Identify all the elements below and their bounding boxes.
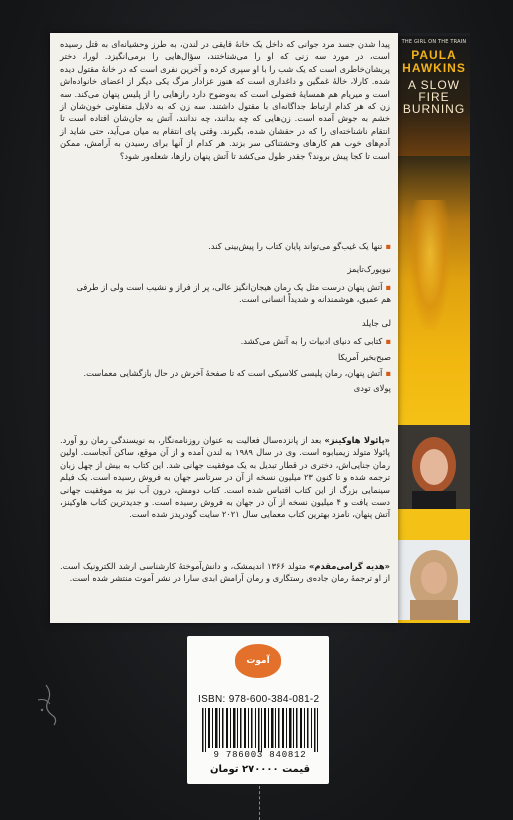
cover-tagline: THE GIRL ON THE TRAIN xyxy=(401,39,467,45)
cover-title-line3: BURNING xyxy=(402,102,466,116)
review-quote-3: ▪کتابی که دنیای ادبیات را به آتش می‌کشد. xyxy=(240,336,391,346)
cover-author-line1: PAULA xyxy=(411,48,457,62)
translator-name: «هدیه گرامی‌مقدم» xyxy=(309,561,390,571)
synopsis-paragraph: پیدا شدن جسد مرد جوانی که داخل یک خانهٔ قایقی در لندن، به طرز وحشیانه‌ای به قتل رسیده است، در مورد سه زنی که او را می‌شناختند، سؤال‌هایی را برمی‌انگیزد. لورا، دختر پریشان‌خاطری است که یک شب را با او سپری کرده و آخرین نفری است که در خانهٔ مقتول دیده شده. کارلا، خالهٔ غمگین و داغداری است که هنوز عزادار مرگ یکی دیگر از اعضای خانواده‌اش است و میریام هم همسایهٔ فضولی است که به‌وضوح دارد رازهایی را از پلیس پنهان می‌کند. سه زن که هر کدام ارتباط جداگانه‌ای با مقتول داشتند. سه زن که به دلایل متفاوتی خون‌شان از خشم به جوش آمده است. زن‌هایی که چه بدانند، چه ندانند، آتش به جان‌شان افتاده است تا انتقام ناشناخته‌ای را که در حقشان شده، بگیرند. وقتی پای انتقام به میان می‌آید، حتی شاید از آدم‌های خوب هم کارهای وحشتناکی سر بزند. هر کدام از آنها برای رسیدن به آرامش، ممکن است تا کجا پیش بروند؟ جقدر طول می‌کشد تا آتش پنهان رازها، شعله‌ور شود؟ xyxy=(60,39,390,161)
artist-signature xyxy=(16,680,76,730)
bullet-icon: ▪ xyxy=(385,282,391,292)
author-bio-text: بعد از پانزده‌سال فعالیت به عنوان روزنامه‌نگار، به نویسندگی رمان رو آورد. پائولا متولد زیمبابوه است. وی در سال ۱۹۸۹ به لندن آمده و از آن موقع، ساکن آنجاست. اولین رمان جنایی‌اش، دختری در قطار تبدیل به یک موفقیت جهانی شد. این کتاب به بیش از چهل زبان ترجمه شده و تا کنون ۲۳ میلیون نسخه از آن در سرتاسر جهان به فروش رسیده است. یک فیلم سینمایی بزرگ از این کتاب اقتباس شده است. کتاب دومش، درون آب نیز به موفقیت جهانی دست یافت و ۴ میلیون نسخه از آن در جهان به فروش رسیده است. و جدیدترین کتاب هاوکینز، آتش پنهان، نامزد بهترین کتاب معمایی سال ۲۰۲۱ سایت گودریدز شده است. xyxy=(60,435,391,520)
author-bio xyxy=(60,434,390,521)
publisher-logo-text: آموت xyxy=(246,656,270,666)
cover-author-line2: HAWKINS xyxy=(402,61,466,75)
translator-bio-text: متولد ۱۳۶۶ اندیمشک، و دانش‌آموختهٔ کارشناسی ارشد الکترونیک است. از او ترجمهٔ رمان جاده‌ی رستگاری و رمان آرامش ابدی سارا در نشر آموت منتشر شده است. xyxy=(60,561,390,584)
review-quote-4: ▪آتش پنهان، رمان پلیسی کلاسیکی است که تا صفحهٔ آخرش در حال بازگشایی معماست. xyxy=(83,368,391,378)
cover-title-line2: FIRE xyxy=(418,90,450,104)
author-name: «پائولا هاوکینز» xyxy=(324,435,390,445)
front-cover-thumbnail xyxy=(398,36,470,156)
spine-dash-line xyxy=(259,786,260,820)
cover-author xyxy=(398,49,470,75)
author-photo xyxy=(398,425,470,509)
review-source-2: لی جایلد xyxy=(361,318,391,328)
bullet-icon: ▪ xyxy=(385,336,391,346)
review-source-1: نیویورک‌تایمز xyxy=(347,264,391,274)
publisher-logo xyxy=(235,644,281,678)
review-quote-1: ▪تنها یک غیب‌گو می‌تواند پایان کتاب را پیش‌بینی کند. xyxy=(208,241,391,251)
bullet-icon: ▪ xyxy=(385,368,391,378)
isbn-label: ISBN: 978-600-384-081-2 xyxy=(198,694,320,705)
barcode-digits: 9 786003 840812 xyxy=(213,750,307,760)
price-label: قیمت ۲۷۰۰۰۰ تومان xyxy=(209,764,311,775)
review-source-3: صبح‌بخیر آمریکا xyxy=(337,352,391,362)
bullet-icon: ▪ xyxy=(385,241,391,251)
flame-graphic xyxy=(410,200,450,330)
cover-title xyxy=(398,79,470,115)
review-source-4: پولای تودی xyxy=(353,383,391,393)
translator-photo xyxy=(398,540,470,620)
cover-title-line1: A SLOW xyxy=(407,78,460,92)
translator-bio xyxy=(60,560,390,585)
barcode xyxy=(200,708,320,752)
review-quote-2: ▪آتش پنهان درست مثل یک رمان هیجان‌انگیز عالی، پر از فراز و نشیب است ولی از طرفی هم عمیق، هوشمندانه و شدیداً انسانی است. xyxy=(76,282,391,305)
